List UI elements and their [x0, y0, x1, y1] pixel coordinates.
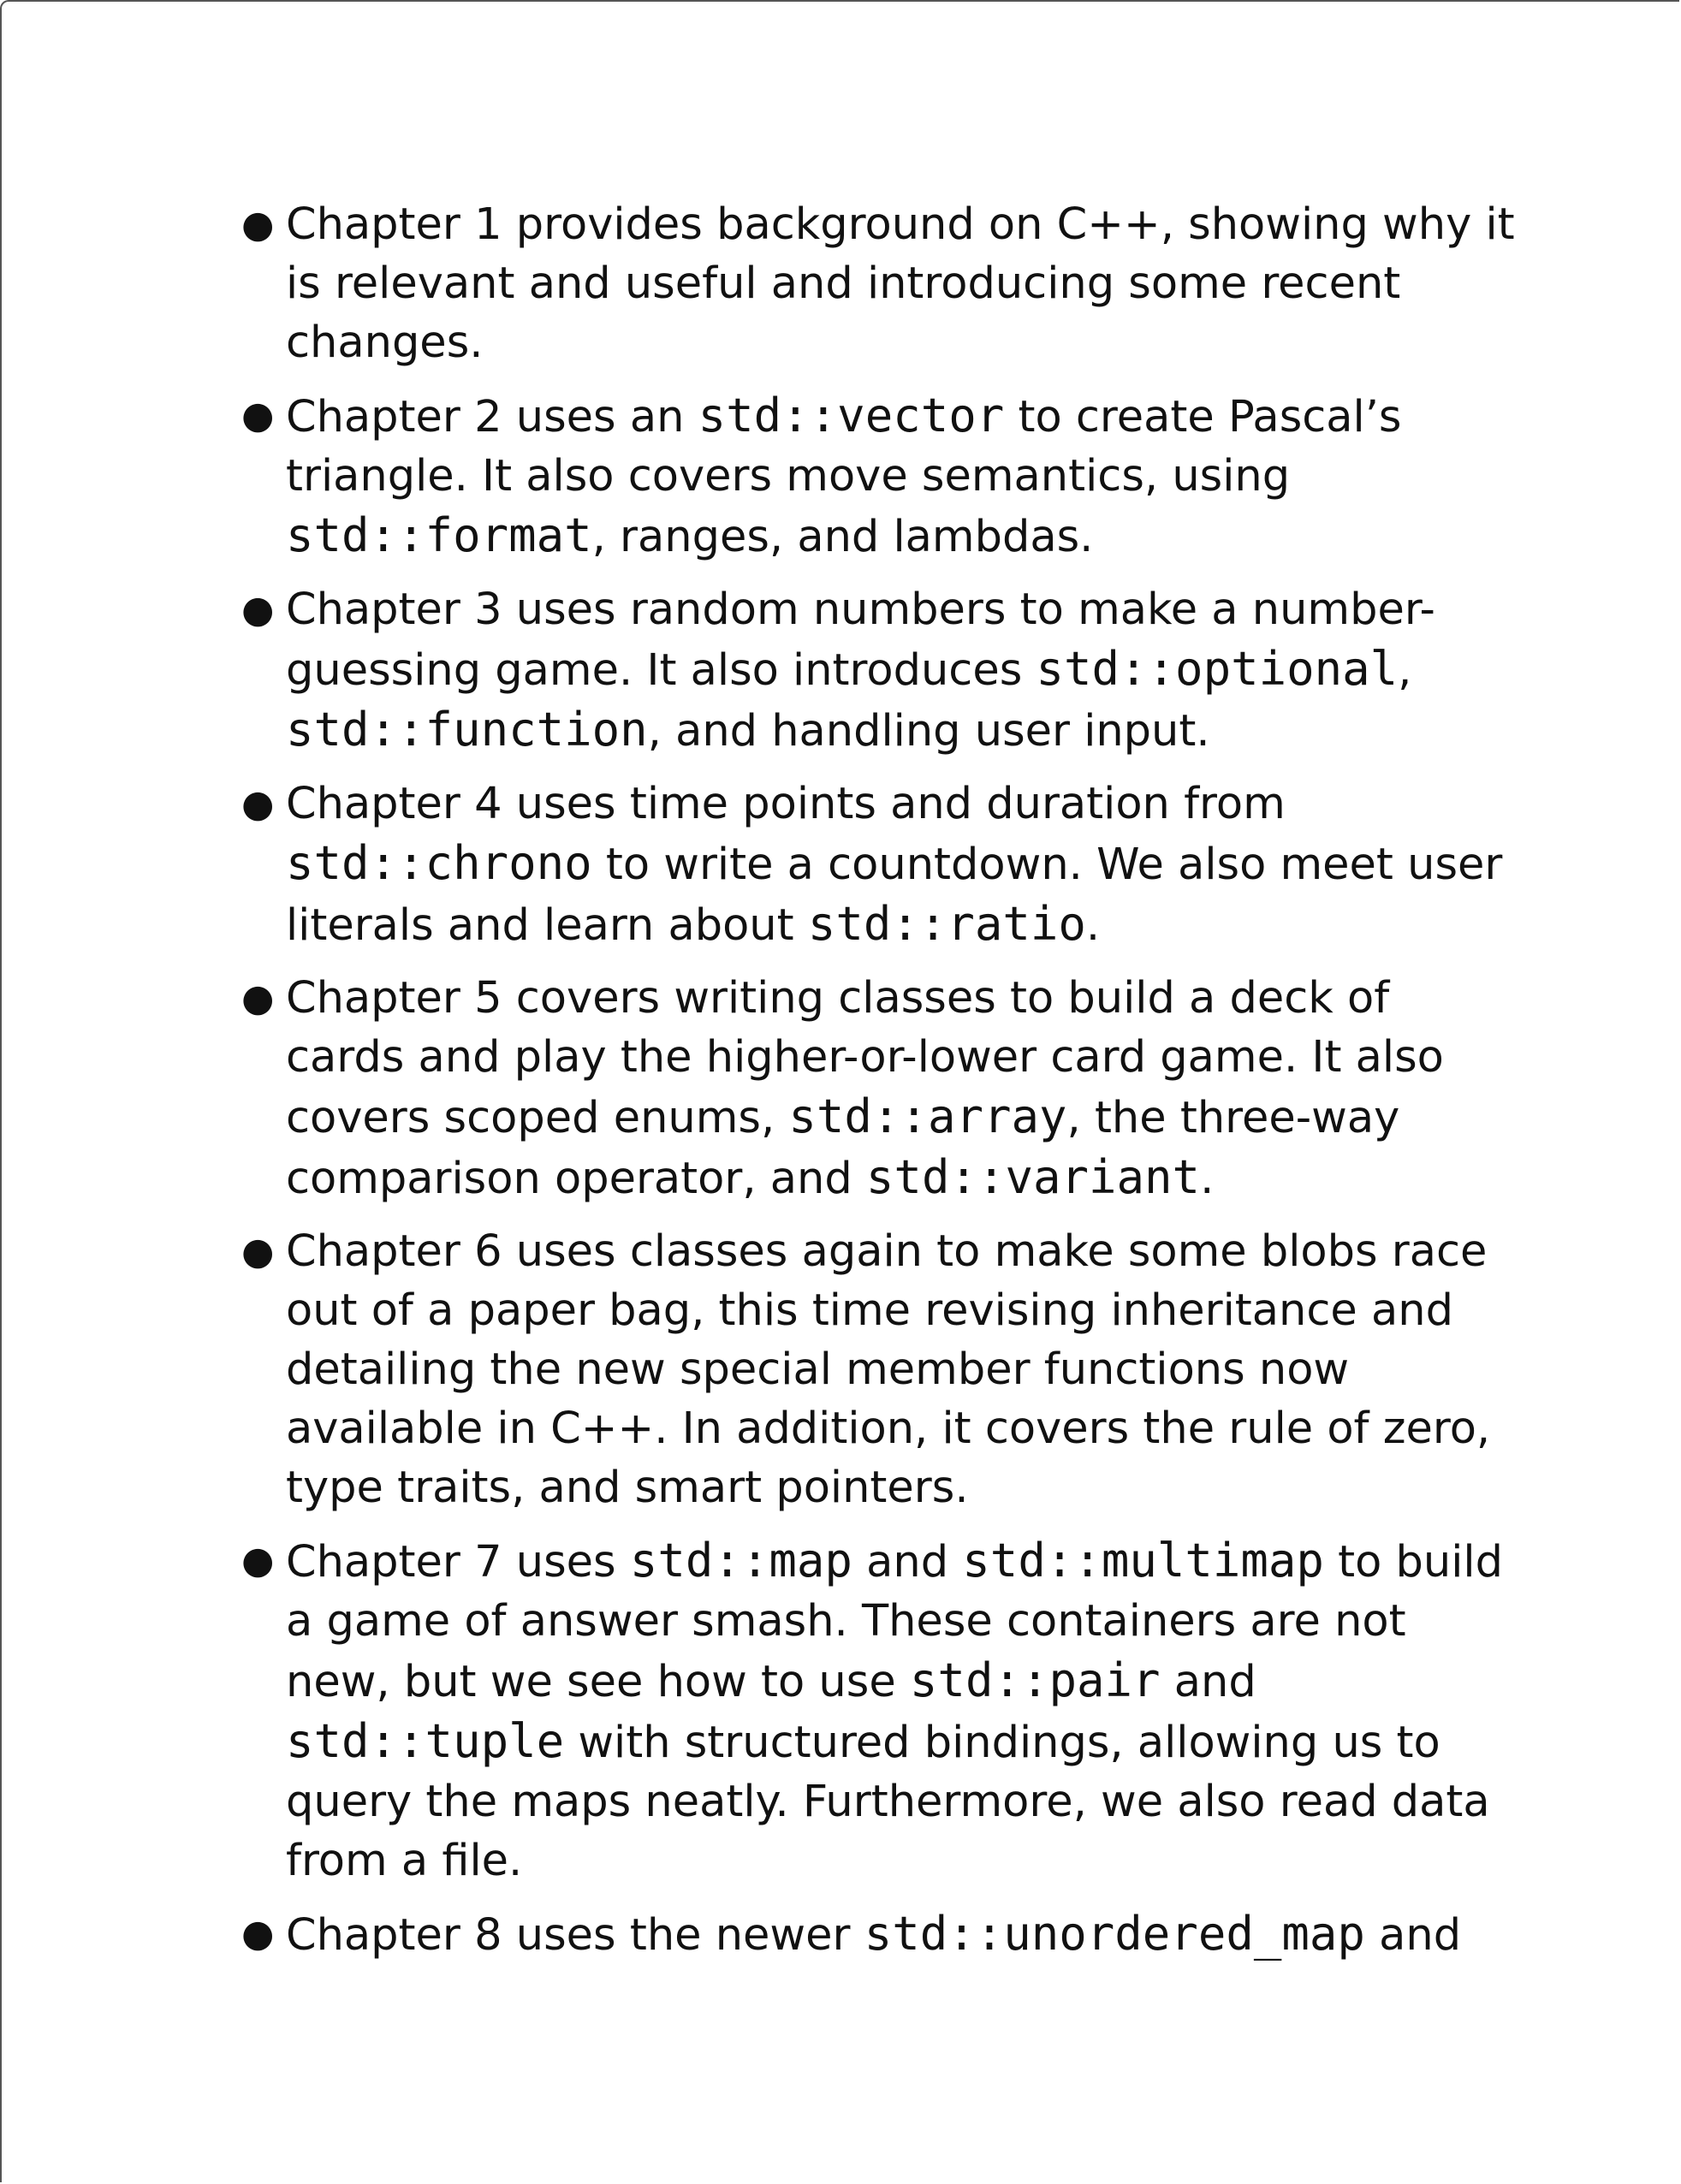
inline-code: std::multimap [962, 1534, 1324, 1588]
chapter-item [231, 774, 1515, 955]
chapter-text [286, 580, 1515, 761]
chapter-item [231, 969, 1515, 1208]
document-body [231, 195, 1515, 1979]
chapter-item [231, 1222, 1515, 1517]
chapter-text [286, 1531, 1515, 1890]
bullet-icon: ● [241, 588, 275, 632]
inline-code: std::optional [1036, 642, 1399, 696]
text-run: with structured bindings, allowing us to query the maps neatly. Furthermore, we also read data from a file. [286, 1718, 1490, 1886]
text-run: , and handling user input. [647, 706, 1210, 757]
inline-code: std::tuple [286, 1714, 565, 1768]
text-run: Chapter 1 provides background on C++, showing why it is relevant and useful and introducing some recent changes. [286, 199, 1515, 368]
inline-code: std::map [629, 1534, 852, 1588]
text-run: Chapter 8 uses the newer [286, 1910, 864, 1961]
text-run: Chapter 2 uses an [286, 392, 698, 442]
chapter-item [231, 580, 1515, 761]
chapter-item [231, 1531, 1515, 1890]
inline-code: std::chrono [286, 836, 592, 890]
inline-code: std::ratio [807, 897, 1086, 951]
chapter-list [231, 195, 1515, 1965]
chapter-item [231, 386, 1515, 567]
bullet-icon: ● [241, 1912, 275, 1956]
text-run: Chapter 7 uses [286, 1537, 630, 1588]
text-run: Chapter 4 uses time points and duration from [286, 779, 1286, 829]
bullet-icon: ● [241, 394, 275, 437]
inline-code: std::array [788, 1089, 1067, 1143]
text-run: Chapter 6 uses classes again to make some blobs race out of a paper bag, this time revising inheritance and detailing the new special member functions now available in C++. In addition, it covers the rule of zero, type traits, and smart pointers. [286, 1226, 1491, 1513]
inline-code: std::format [286, 508, 592, 562]
text-run: and [1160, 1657, 1256, 1707]
text-run: Chapter 3 uses random numbers to make a number-guessing game. It also introduces [286, 585, 1435, 696]
text-run: and [852, 1537, 963, 1588]
text-run: and [1364, 1910, 1462, 1961]
inline-code: std::vector [698, 389, 1005, 442]
chapter-text [286, 195, 1515, 372]
text-run: . [1085, 900, 1101, 951]
inline-code: std::variant [865, 1150, 1201, 1204]
bullet-icon: ● [241, 1539, 275, 1582]
chapter-item [231, 1904, 1515, 1965]
chapter-item [231, 195, 1515, 372]
chapter-text [286, 774, 1515, 955]
chapter-text [286, 1222, 1515, 1517]
text-run: , [1398, 645, 1412, 696]
text-run: Chapter 5 covers writing classes to build a deck of cards and play the higher-or-lower card game. It also covers scoped enums, [286, 973, 1444, 1143]
bullet-icon: ● [241, 976, 275, 1020]
text-run: , the three-way comparison operator, and [286, 1093, 1400, 1204]
chapter-text [286, 386, 1515, 567]
text-run: to build a game of answer smash. These containers are not new, but we see how to use [286, 1537, 1503, 1707]
inline-code: std::unordered_map [864, 1907, 1365, 1961]
inline-code: std::function [286, 703, 648, 757]
text-run: to create Pascal’s triangle. It also covers move semantics, using [286, 392, 1402, 501]
chapter-text [286, 969, 1515, 1208]
inline-code: std::pair [909, 1653, 1161, 1707]
text-run: . [1200, 1154, 1215, 1204]
text-run: to write a countdown. We also meet user literals and learn about [286, 840, 1503, 951]
text-run: , ranges, and lambdas. [591, 512, 1094, 562]
bullet-icon: ● [241, 1230, 275, 1273]
bullet-icon: ● [241, 782, 275, 826]
bullet-icon: ● [241, 203, 275, 246]
chapter-text [286, 1904, 1515, 1965]
